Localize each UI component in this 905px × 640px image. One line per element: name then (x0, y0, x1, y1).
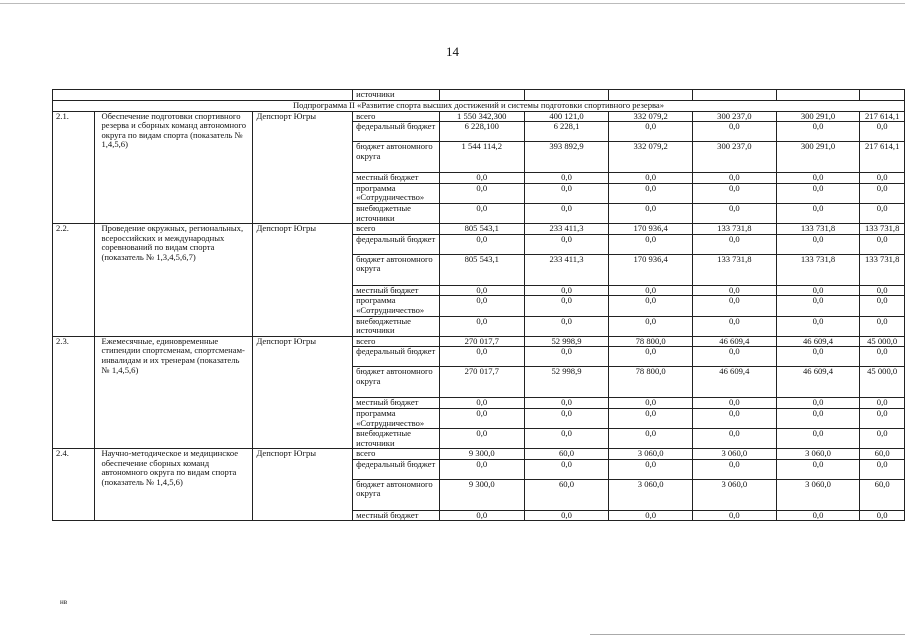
value-cell: 1 550 342,300 (439, 111, 524, 122)
value-cell: 0,0 (439, 408, 524, 428)
item-executor: Депспорт Югры (253, 224, 353, 337)
value-cell: 46 609,4 (693, 367, 777, 398)
value-cell: 0,0 (693, 316, 777, 336)
value-cell: 3 060,0 (609, 479, 693, 510)
value-cell: 0,0 (693, 459, 777, 479)
value-cell: 0,0 (860, 285, 905, 296)
value-cell: 133 731,8 (693, 254, 777, 285)
value-cell: 0,0 (609, 429, 693, 449)
value-cell: 0,0 (693, 234, 777, 254)
source-cell: всего (353, 111, 440, 122)
value-cell: 805 543,1 (439, 224, 524, 235)
value-cell: 0,0 (776, 122, 860, 142)
empty-cell (609, 90, 693, 101)
value-cell: 0,0 (776, 234, 860, 254)
source-cell: всего (353, 224, 440, 235)
value-cell: 52 998,9 (524, 367, 609, 398)
value-cell: 0,0 (524, 408, 609, 428)
value-cell: 0,0 (524, 316, 609, 336)
value-cell: 0,0 (860, 398, 905, 409)
item-executor: Депспорт Югры (253, 111, 353, 224)
value-cell: 300 291,0 (776, 142, 860, 173)
value-cell: 0,0 (860, 122, 905, 142)
value-cell: 6 228,100 (439, 122, 524, 142)
value-cell: 0,0 (524, 459, 609, 479)
value-cell: 0,0 (524, 296, 609, 316)
source-cell: программа «Сотрудничество» (353, 408, 440, 428)
value-cell: 0,0 (860, 408, 905, 428)
value-cell: 393 892,9 (524, 142, 609, 173)
value-cell: 3 060,0 (693, 449, 777, 460)
source-cell: федеральный бюджет (353, 459, 440, 479)
value-cell: 0,0 (439, 296, 524, 316)
item-name: Проведение окружных, региональных, всероссийских и международных соревнований по видам спорта (показатель № 1,3,4,5,6,7) (95, 224, 253, 337)
value-cell: 0,0 (776, 510, 860, 521)
scan-edge-line (0, 3, 905, 4)
value-cell: 0,0 (609, 234, 693, 254)
source-cell: бюджет автономного округа (353, 479, 440, 510)
value-cell: 133 731,8 (860, 254, 905, 285)
value-cell: 0,0 (439, 203, 524, 223)
value-cell: 1 544 114,2 (439, 142, 524, 173)
source-cell: программа «Сотрудничество» (353, 296, 440, 316)
item-name: Обеспечение подготовки спортивного резерва и сборных команд автономного округа по видам спорта (показатель № 1,4,5,6) (95, 111, 253, 224)
value-cell: 0,0 (524, 398, 609, 409)
value-cell: 270 017,7 (439, 367, 524, 398)
value-cell: 805 543,1 (439, 254, 524, 285)
value-cell: 60,0 (524, 449, 609, 460)
empty-cell (524, 90, 609, 101)
value-cell: 0,0 (609, 285, 693, 296)
value-cell: 0,0 (524, 285, 609, 296)
value-cell: 133 731,8 (693, 224, 777, 235)
value-cell: 3 060,0 (609, 449, 693, 460)
value-cell: 0,0 (693, 183, 777, 203)
value-cell: 0,0 (524, 173, 609, 184)
table-row (53, 449, 905, 460)
value-cell: 0,0 (860, 347, 905, 367)
value-cell: 0,0 (693, 122, 777, 142)
value-cell: 0,0 (776, 285, 860, 296)
item-name: Ежемесячные, единовременные стипендии спортсменам, спортсменам-инвалидам и их тренерам (показатель № 1,4,5,6) (95, 336, 253, 449)
value-cell: 170 936,4 (609, 224, 693, 235)
value-cell: 0,0 (524, 183, 609, 203)
value-cell: 0,0 (609, 316, 693, 336)
item-number: 2.1. (53, 111, 95, 224)
value-cell: 0,0 (524, 234, 609, 254)
page-number: 14 (446, 44, 459, 59)
item-executor: Депспорт Югры (253, 336, 353, 449)
value-cell: 233 411,3 (524, 254, 609, 285)
value-cell: 217 614,1 (860, 111, 905, 122)
value-cell: 0,0 (609, 183, 693, 203)
item-number: 2.2. (53, 224, 95, 337)
value-cell: 233 411,3 (524, 224, 609, 235)
source-cell: внебюджетные источники (353, 429, 440, 449)
value-cell: 400 121,0 (524, 111, 609, 122)
value-cell: 300 237,0 (693, 142, 777, 173)
value-cell: 0,0 (860, 203, 905, 223)
value-cell: 0,0 (860, 173, 905, 184)
value-cell: 0,0 (609, 203, 693, 223)
value-cell: 0,0 (776, 296, 860, 316)
value-cell: 0,0 (609, 296, 693, 316)
value-cell: 0,0 (776, 398, 860, 409)
value-cell: 60,0 (860, 449, 905, 460)
value-cell: 300 291,0 (776, 111, 860, 122)
source-cell: федеральный бюджет (353, 122, 440, 142)
table-row (53, 224, 905, 235)
source-cell: местный бюджет (353, 398, 440, 409)
value-cell: 0,0 (776, 316, 860, 336)
empty-cell (776, 90, 860, 101)
value-cell: 45 000,0 (860, 367, 905, 398)
value-cell: 0,0 (860, 296, 905, 316)
table-row (53, 336, 905, 347)
source-cell: источники (353, 90, 440, 101)
value-cell: 3 060,0 (693, 479, 777, 510)
value-cell: 0,0 (439, 510, 524, 521)
item-executor: Депспорт Югры (253, 449, 353, 521)
value-cell: 0,0 (439, 316, 524, 336)
item-name: Научно-методическое и медицинское обеспечение сборных команд автономного округа по видам спорта (показатель № 1,4,5,6) (95, 449, 253, 521)
subprogram-title: Подпрограмма II «Развитие спорта высших достижений и системы подготовки спортивного резерва» (53, 100, 905, 111)
scan-edge-line (590, 634, 905, 635)
value-cell: 0,0 (693, 203, 777, 223)
value-cell: 0,0 (439, 429, 524, 449)
source-cell: федеральный бюджет (353, 234, 440, 254)
budget-table (52, 89, 905, 521)
value-cell: 60,0 (860, 479, 905, 510)
source-cell: всего (353, 336, 440, 347)
value-cell: 46 609,4 (776, 336, 860, 347)
value-cell: 78 800,0 (609, 367, 693, 398)
value-cell: 0,0 (524, 510, 609, 521)
value-cell: 0,0 (860, 459, 905, 479)
source-cell: местный бюджет (353, 285, 440, 296)
value-cell: 0,0 (693, 408, 777, 428)
value-cell: 270 017,7 (439, 336, 524, 347)
value-cell: 3 060,0 (776, 479, 860, 510)
value-cell: 0,0 (860, 183, 905, 203)
value-cell: 0,0 (609, 459, 693, 479)
empty-cell (860, 90, 905, 101)
value-cell: 0,0 (693, 296, 777, 316)
value-cell: 133 731,8 (776, 224, 860, 235)
value-cell: 3 060,0 (776, 449, 860, 460)
value-cell: 170 936,4 (609, 254, 693, 285)
source-cell: местный бюджет (353, 173, 440, 184)
value-cell: 0,0 (776, 173, 860, 184)
source-cell: федеральный бюджет (353, 347, 440, 367)
value-cell: 0,0 (776, 408, 860, 428)
value-cell: 0,0 (524, 203, 609, 223)
value-cell: 0,0 (439, 173, 524, 184)
value-cell: 9 300,0 (439, 449, 524, 460)
value-cell: 0,0 (776, 203, 860, 223)
value-cell: 0,0 (524, 347, 609, 367)
value-cell: 0,0 (693, 285, 777, 296)
value-cell: 0,0 (439, 398, 524, 409)
item-number: 2.3. (53, 336, 95, 449)
value-cell: 0,0 (776, 347, 860, 367)
value-cell: 217 614,1 (860, 142, 905, 173)
value-cell: 0,0 (693, 173, 777, 184)
value-cell: 0,0 (609, 510, 693, 521)
value-cell: 0,0 (439, 285, 524, 296)
value-cell: 6 228,1 (524, 122, 609, 142)
empty-cell (693, 90, 777, 101)
value-cell: 0,0 (776, 183, 860, 203)
value-cell: 60,0 (524, 479, 609, 510)
source-cell: всего (353, 449, 440, 460)
source-cell: внебюджетные источники (353, 316, 440, 336)
value-cell: 300 237,0 (693, 111, 777, 122)
value-cell: 0,0 (439, 234, 524, 254)
footer-mark: нв (60, 598, 68, 606)
value-cell: 0,0 (860, 429, 905, 449)
source-cell: бюджет автономного округа (353, 367, 440, 398)
value-cell: 0,0 (693, 347, 777, 367)
value-cell: 0,0 (693, 398, 777, 409)
value-cell: 0,0 (609, 408, 693, 428)
value-cell: 0,0 (609, 347, 693, 367)
value-cell: 52 998,9 (524, 336, 609, 347)
value-cell: 133 731,8 (860, 224, 905, 235)
source-cell: внебюджетные источники (353, 203, 440, 223)
value-cell: 0,0 (439, 347, 524, 367)
table-body (53, 90, 905, 521)
item-number: 2.4. (53, 449, 95, 521)
value-cell: 0,0 (860, 316, 905, 336)
value-cell: 0,0 (439, 183, 524, 203)
table-row (53, 90, 905, 101)
value-cell: 9 300,0 (439, 479, 524, 510)
source-cell: программа «Сотрудничество» (353, 183, 440, 203)
value-cell: 133 731,8 (776, 254, 860, 285)
value-cell: 0,0 (860, 234, 905, 254)
value-cell: 0,0 (776, 459, 860, 479)
table-row (53, 111, 905, 122)
value-cell: 0,0 (860, 510, 905, 521)
value-cell: 0,0 (609, 122, 693, 142)
value-cell: 0,0 (439, 459, 524, 479)
value-cell: 0,0 (693, 510, 777, 521)
source-cell: местный бюджет (353, 510, 440, 521)
value-cell: 0,0 (609, 173, 693, 184)
value-cell: 332 079,2 (609, 111, 693, 122)
empty-cell (53, 90, 353, 101)
value-cell: 46 609,4 (693, 336, 777, 347)
value-cell: 0,0 (693, 429, 777, 449)
value-cell: 45 000,0 (860, 336, 905, 347)
value-cell: 0,0 (776, 429, 860, 449)
value-cell: 0,0 (609, 398, 693, 409)
value-cell: 332 079,2 (609, 142, 693, 173)
empty-cell (439, 90, 524, 101)
value-cell: 78 800,0 (609, 336, 693, 347)
value-cell: 46 609,4 (776, 367, 860, 398)
value-cell: 0,0 (524, 429, 609, 449)
source-cell: бюджет автономного округа (353, 142, 440, 173)
subprogram-row (53, 100, 905, 111)
source-cell: бюджет автономного округа (353, 254, 440, 285)
